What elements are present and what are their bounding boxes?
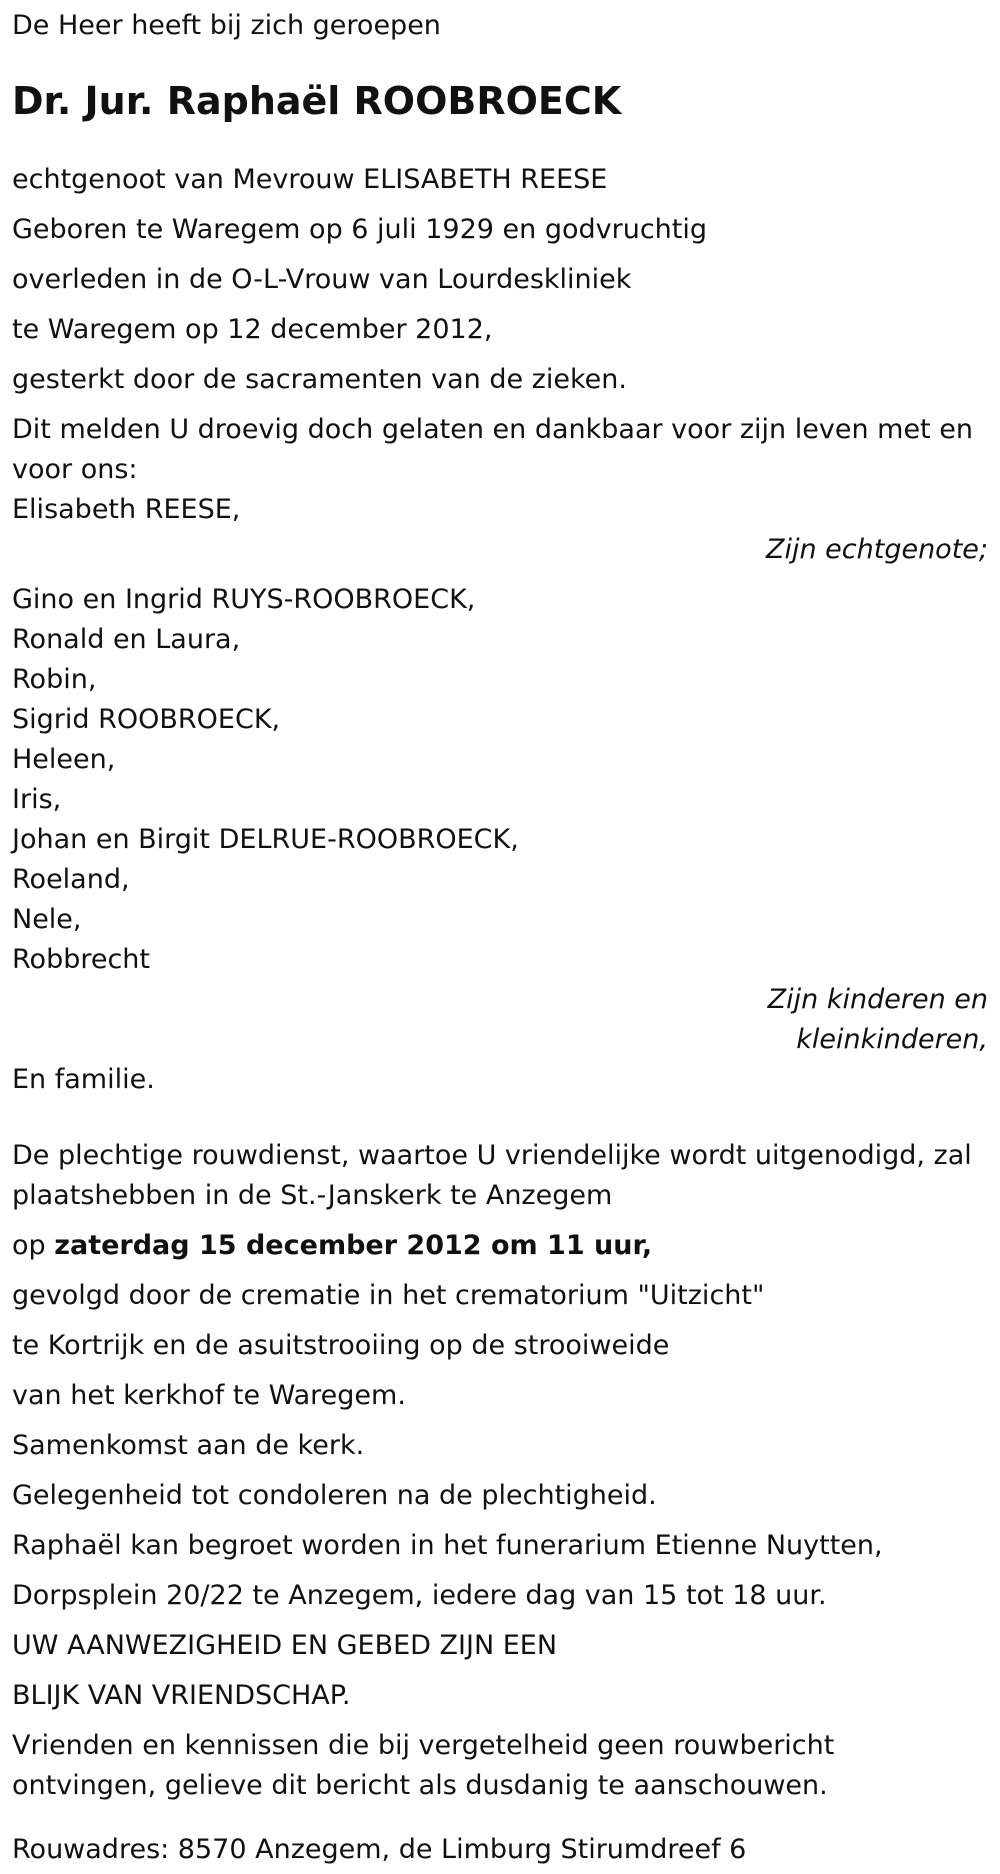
family-member: Roeland,: [12, 864, 130, 895]
obituary-page: [0, 6, 1000, 1874]
spouse-name: Elisabeth REESE,: [12, 494, 241, 525]
detail-line: gevolgd door de crematie in het crematorium "Uitzicht": [12, 1280, 765, 1311]
detail-line: BLIJK VAN VRIENDSCHAP.: [12, 1680, 351, 1711]
bio-line: te Waregem op 12 december 2012,: [12, 314, 493, 345]
children-relation-line: Zijn kinderen en: [767, 984, 988, 1015]
family-line: En familie.: [12, 1064, 155, 1095]
family-member: Iris,: [12, 784, 62, 815]
bio-line: Geboren te Waregem op 6 juli 1929 en godvruchtig: [12, 214, 708, 245]
detail-line: UW AANWEZIGHEID EN GEBED ZIJN EEN: [12, 1630, 558, 1661]
detail-line: Gelegenheid tot condoleren na de plechtigheid.: [12, 1480, 657, 1511]
service-date: zaterdag 15 december 2012 om 11 uur,: [54, 1230, 653, 1261]
family-member: Heleen,: [12, 744, 116, 775]
children-relation-line: kleinkinderen,: [796, 1024, 988, 1055]
service-date-prefix: op: [12, 1230, 46, 1261]
bio-line: overleden in de O-L-Vrouw van Lourdeskliniek: [12, 264, 632, 295]
detail-line: Dorpsplein 20/22 te Anzegem, iedere dag van 15 tot 18 uur.: [12, 1580, 827, 1611]
detail-line: van het kerkhof te Waregem.: [12, 1380, 406, 1411]
intro-line: De Heer heeft bij zich geroepen: [12, 10, 441, 41]
family-member: Johan en Birgit DELRUE-ROOBROECK,: [12, 824, 519, 855]
service-intro: De plechtige rouwdienst, waartoe U vriendelijke wordt uitgenodigd, zal plaatshebben in de St.-Janskerk te Anzegem: [12, 1140, 972, 1211]
spouse-relation: Zijn echtgenote;: [765, 534, 988, 565]
address-line: Rouwadres: 8570 Anzegem, de Limburg Stirumdreef 6: [12, 1834, 747, 1865]
deceased-name: Dr. Jur. Raphaël ROOBROECK: [12, 79, 622, 123]
family-member: Robin,: [12, 664, 97, 695]
service-date-line: [12, 1226, 988, 1266]
detail-line: Samenkomst aan de kerk.: [12, 1430, 365, 1461]
children-relation: [12, 980, 988, 1060]
bio-line: echtgenoot van Mevrouw ELISABETH REESE: [12, 164, 608, 195]
family-member: Ronald en Laura,: [12, 624, 241, 655]
announcement-text: Dit melden U droevig doch gelaten en dankbaar voor zijn leven met en voor ons:: [12, 414, 973, 485]
detail-line: te Kortrijk en de asuitstrooiing op de strooiweide: [12, 1330, 670, 1361]
family-member: Sigrid ROOBROECK,: [12, 704, 281, 735]
family-member: Nele,: [12, 904, 82, 935]
detail-line: Raphaël kan begroet worden in het funerarium Etienne Nuytten,: [12, 1530, 883, 1561]
children-list: [12, 580, 988, 980]
family-member: Gino en Ingrid RUYS-ROOBROECK,: [12, 584, 476, 615]
closing-text: Vrienden en kennissen die bij vergetelheid geen rouwbericht ontvingen, gelieve dit bericht als dusdanig te aanschouwen.: [12, 1730, 835, 1801]
bio-line: gesterkt door de sacramenten van de zieken.: [12, 364, 627, 395]
bio-block: [12, 160, 988, 400]
details-block: [12, 1276, 988, 1716]
family-member: Robbrecht: [12, 944, 151, 975]
